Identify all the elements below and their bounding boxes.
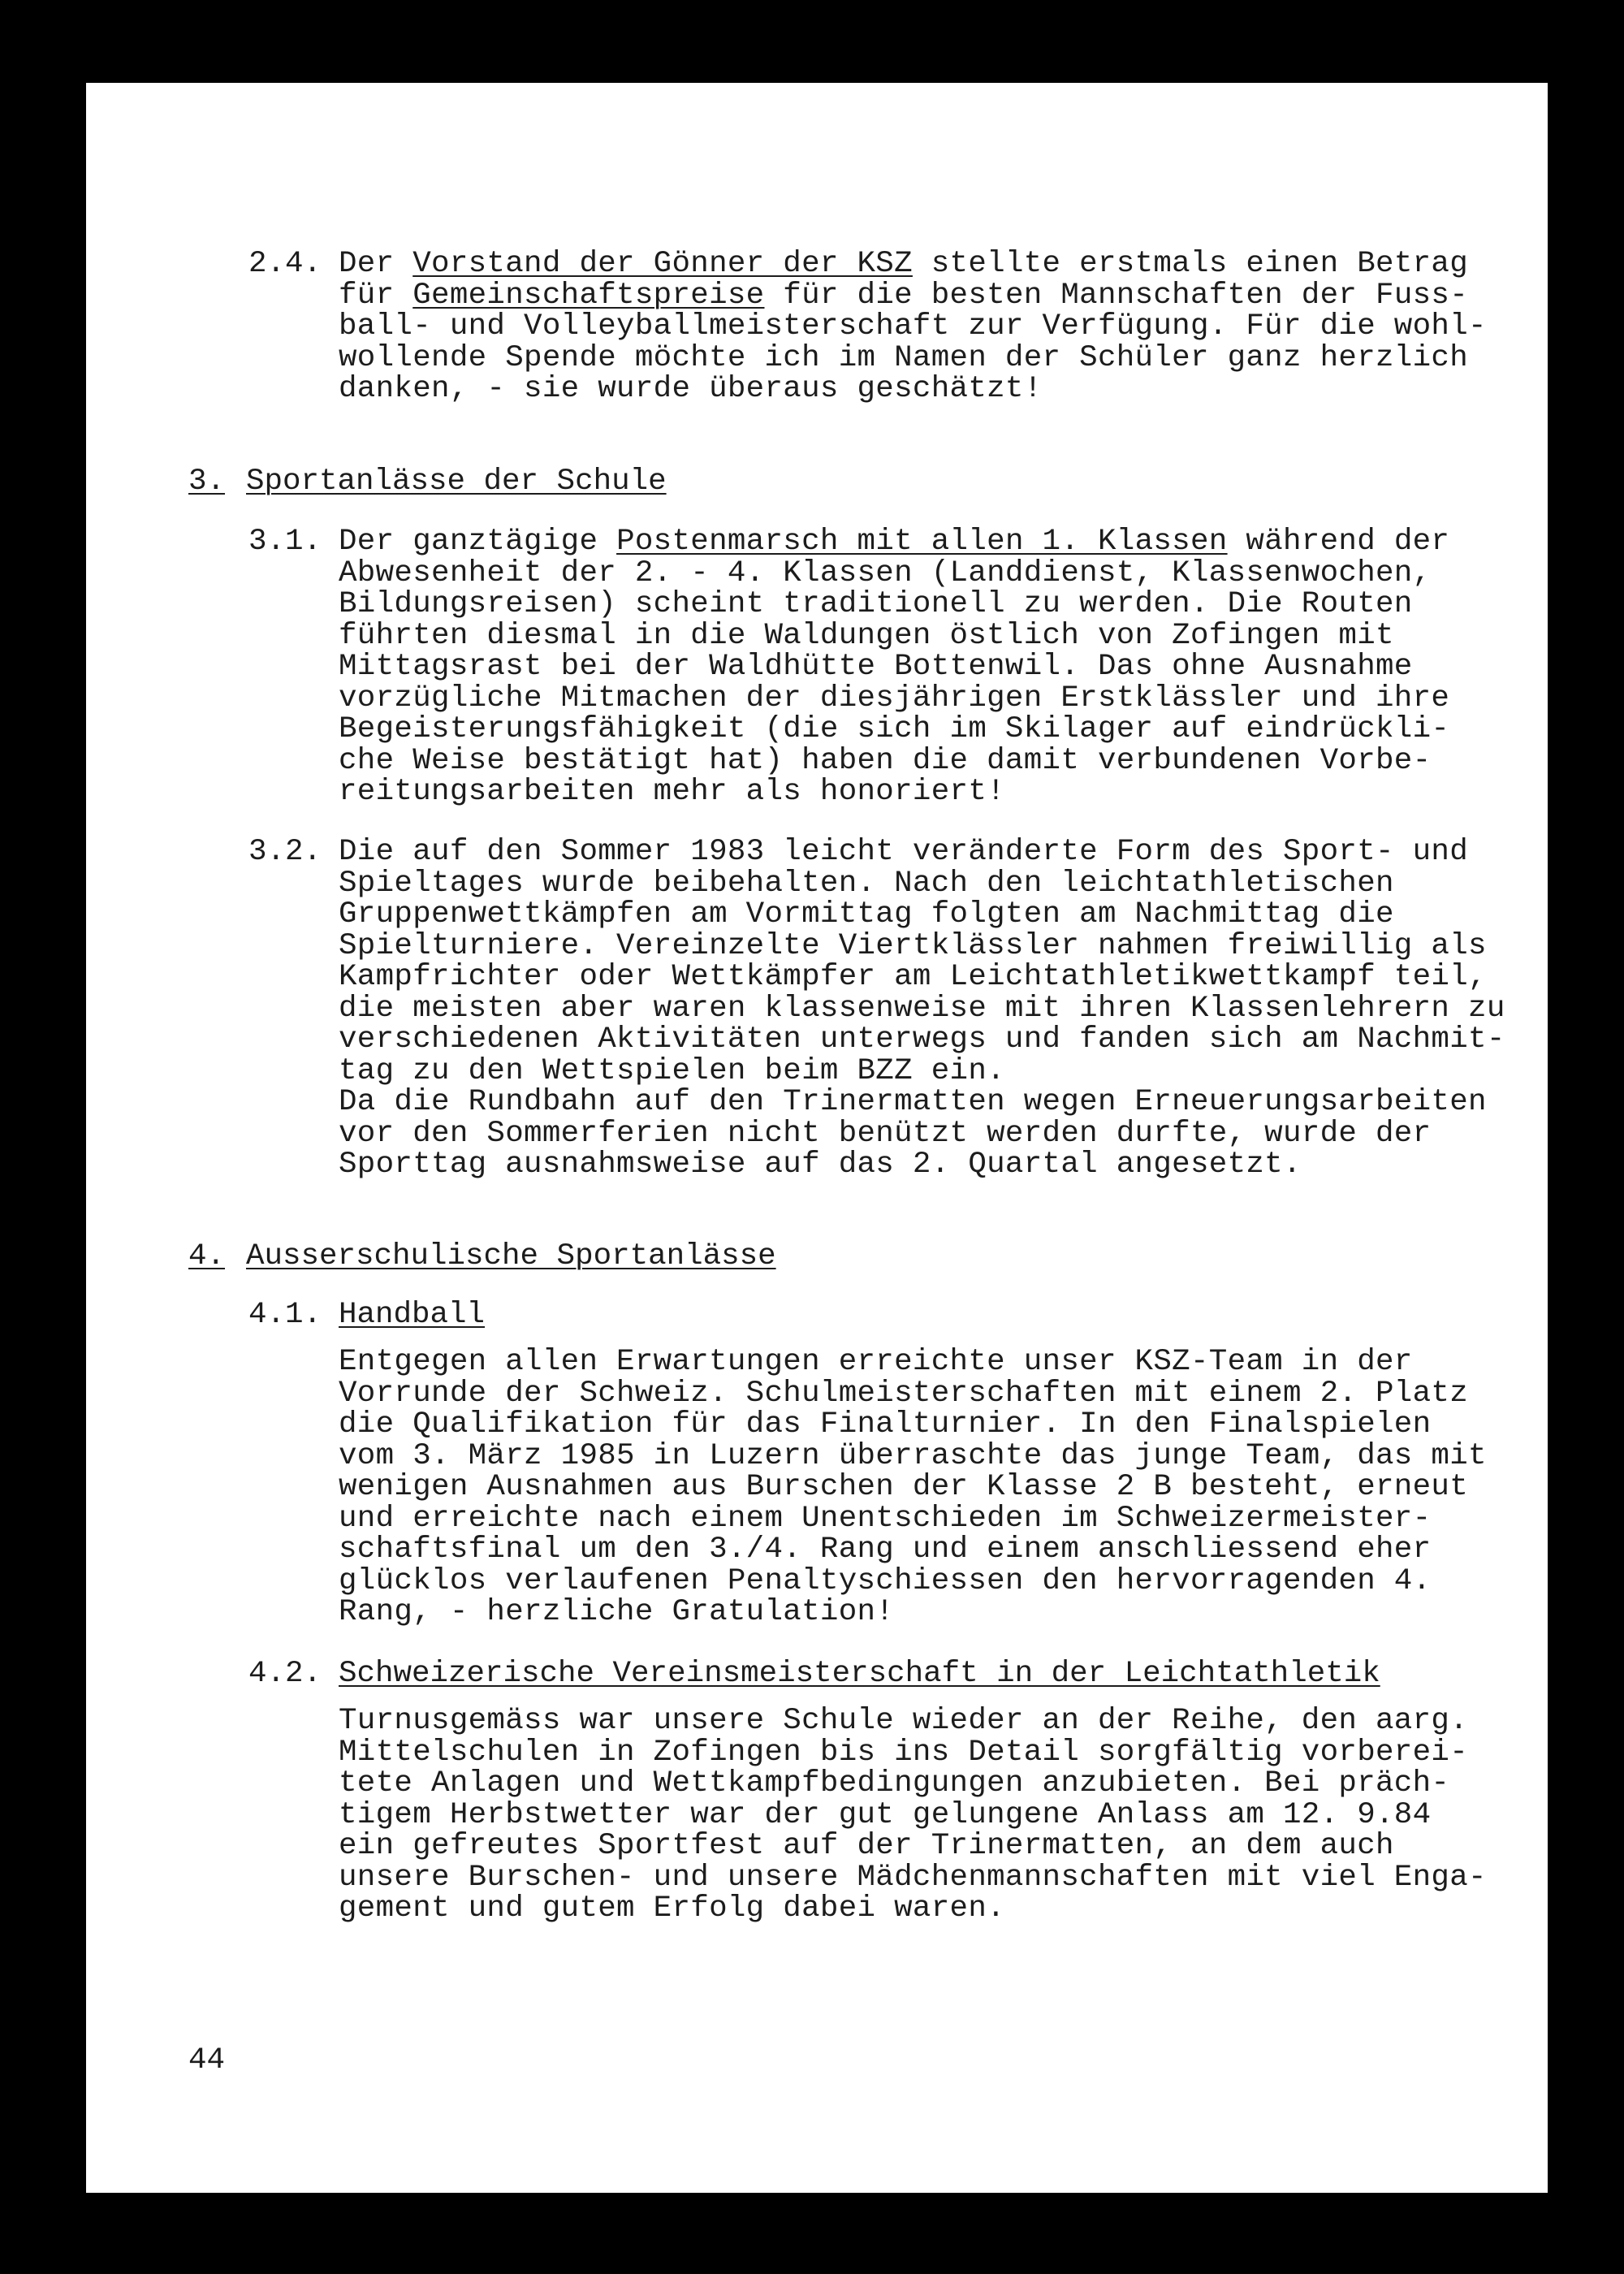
text-line: Gruppenwettkämpfen am Vormittag folgten am Nachmittag die	[339, 897, 1394, 932]
text-line: tete Anlagen und Wettkampfbedingungen anzubieten. Bei präch-	[339, 1766, 1450, 1801]
text-span: Der ganztägige	[339, 525, 617, 559]
text-span: Der	[339, 247, 413, 281]
section-number: 2.4.	[248, 247, 322, 281]
text-line: ball- und Volleyballmeisterschaft zur Verfügung. Für die wohl-	[339, 309, 1487, 344]
text-line: Rang, - herzliche Gratulation!	[339, 1595, 895, 1629]
text-line: Spielturniere. Vereinzelte Viertklässler nahmen freiwillig als	[339, 928, 1487, 963]
text-span: für	[339, 278, 413, 313]
text-line: wenigen Ausnahmen aus Burschen der Klasse 2 B besteht, erneut	[339, 1470, 1469, 1504]
text-line: führten diesmal in die Waldungen östlich von Zofingen mit	[339, 618, 1394, 653]
section-number: 4.1.	[248, 1298, 322, 1332]
text-line: Entgegen allen Erwartungen erreichte unser KSZ-Team in der	[339, 1345, 1413, 1379]
section-number: 4.2.	[248, 1657, 322, 1691]
underlined-phrase: Postenmarsch mit allen 1. Klassen	[616, 525, 1228, 559]
text-span: für die besten Mannschaften der Fuss-	[764, 278, 1469, 313]
text-line: Sporttag ausnahmsweise auf das 2. Quartal angesetzt.	[339, 1148, 1302, 1182]
text-line: Begeisterungsfähigkeit (die sich im Skilager auf eindrückli-	[339, 712, 1450, 746]
text-line: und erreichte nach einem Unentschieden im Schweizermeister-	[339, 1501, 1432, 1536]
text-line: vom 3. März 1985 in Luzern überraschte das junge Team, das mit	[339, 1438, 1487, 1473]
text-line: gement und gutem Erfolg dabei waren.	[339, 1891, 1005, 1926]
text-line: vorzügliche Mitmachen der diesjährigen Erstklässler und ihre	[339, 681, 1450, 715]
subsection-title: Handball	[339, 1298, 486, 1332]
section-heading: Sportanlässe der Schule	[246, 465, 667, 499]
text-line: reitungsarbeiten mehr als honoriert!	[339, 775, 1005, 809]
page-number: 44	[188, 2043, 226, 2077]
text-line	[339, 249, 1487, 280]
section-4-2-paragraph	[339, 1706, 1487, 1925]
text-line: Da die Rundbahn auf den Trinermatten wegen Erneuerungsarbeiten	[339, 1085, 1487, 1119]
text-line: unsere Burschen- und unsere Mädchenmannschaften mit viel Enga-	[339, 1860, 1487, 1895]
text-line: che Weise bestätigt hat) haben die damit verbundenen Vorbe-	[339, 743, 1432, 778]
text-line: die Qualifikation für das Finalturnier. In den Finalspielen	[339, 1407, 1432, 1442]
text-line: glücklos verlaufenen Penaltyschiessen den hervorragenden 4.	[339, 1563, 1432, 1598]
text-line: schaftsfinal um den 3./4. Rang und einem anschliessend eher	[339, 1533, 1432, 1567]
underlined-phrase: Gemeinschaftspreise	[412, 278, 765, 313]
heading-number: 4.	[188, 1239, 226, 1273]
section-number: 3.2.	[248, 835, 322, 869]
text-line: danken, - sie wurde überaus geschätzt!	[339, 372, 1043, 406]
text-line: vor den Sommerferien nicht benützt werden durfte, wurde der	[339, 1116, 1432, 1151]
text-line: Spieltages wurde beibehalten. Nach den leichtathletischen	[339, 866, 1394, 901]
text-line: tag zu den Wettspielen beim BZZ ein.	[339, 1053, 1005, 1088]
text-line: Kampfrichter oder Wettkämpfer am Leichtathletikwettkampf teil,	[339, 960, 1487, 994]
subsection-title: Schweizerische Vereinsmeisterschaft in der Leichtathletik	[339, 1657, 1380, 1691]
document-page	[86, 83, 1548, 2193]
section-number: 3.1.	[248, 525, 322, 559]
text-line: wollende Spende möchte ich im Namen der Schüler ganz herzlich	[339, 340, 1469, 375]
section-4-1-paragraph	[339, 1347, 1487, 1628]
text-line: ein gefreutes Sportfest auf der Trinermatten, an dem auch	[339, 1829, 1394, 1863]
text-line: verschiedenen Aktivitäten unterwegs und fanden sich am Nachmit-	[339, 1022, 1505, 1057]
text-line: Die auf den Sommer 1983 leicht veränderte Form des Sport- und	[339, 835, 1469, 869]
text-span: stellte erstmals einen Betrag	[912, 247, 1469, 281]
text-span: während der	[1227, 525, 1450, 559]
text-line: tigem Herbstwetter war der gut gelungene Anlass am 12. 9.84	[339, 1797, 1432, 1832]
section-heading: Ausserschulische Sportanlässe	[246, 1239, 776, 1273]
underlined-phrase: Vorstand der Gönner der KSZ	[412, 247, 913, 281]
text-line	[339, 526, 1449, 558]
text-line	[339, 280, 1487, 312]
heading-number: 3.	[188, 465, 226, 499]
text-line: Turnusgemäss war unsere Schule wieder an der Reihe, den aarg.	[339, 1704, 1469, 1738]
text-line: Mittagsrast bei der Waldhütte Bottenwil. Das ohne Ausnahme	[339, 650, 1413, 684]
text-line: Abwesenheit der 2. - 4. Klassen (Landdienst, Klassenwochen,	[339, 556, 1432, 590]
section-3-2-paragraph	[339, 837, 1505, 1181]
text-line: Vorrunde der Schweiz. Schulmeisterschaften mit einem 2. Platz	[339, 1376, 1469, 1411]
section-2-4-paragraph	[339, 249, 1487, 405]
text-line: Mittelschulen in Zofingen bis ins Detail sorgfältig vorberei-	[339, 1735, 1469, 1770]
text-line: die meisten aber waren klassenweise mit ihren Klassenlehrern zu	[339, 991, 1505, 1026]
text-line: Bildungsreisen) scheint traditionell zu werden. Die Routen	[339, 587, 1413, 621]
section-3-1-paragraph	[339, 526, 1449, 808]
